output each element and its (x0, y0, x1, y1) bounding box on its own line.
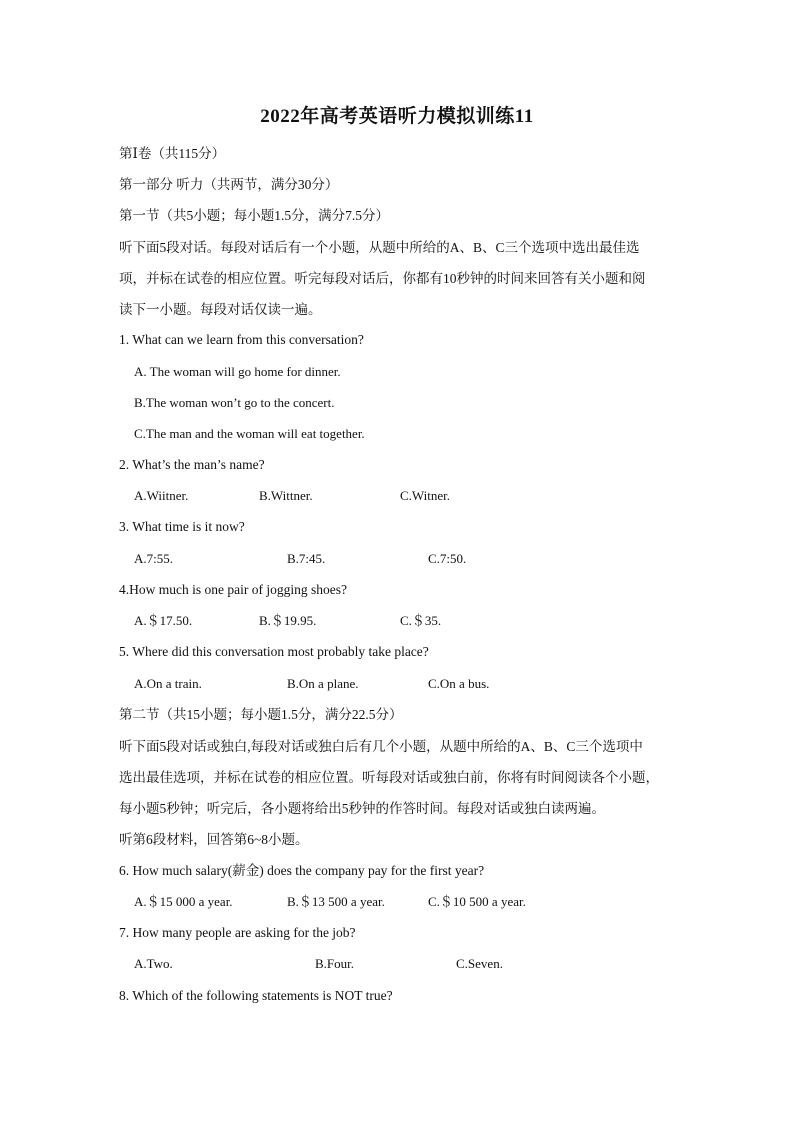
question-6-option-a: A.＄15 000 a year. (134, 894, 233, 909)
question-3-option-b: B.7:45. (287, 551, 326, 566)
question-2: 2. What’s the man’s name? (119, 457, 265, 472)
question-5-option-a: A.On a train. (134, 676, 202, 691)
question-7-option-b: B.Four. (315, 956, 355, 971)
section2-heading: 第二节（共15小题；每小题1.5分，满分22.5分） (119, 707, 403, 722)
part-heading: 第一部分 听力（共两节，满分30分） (119, 177, 339, 192)
question-5-option-b: B.On a plane. (287, 676, 359, 691)
instruction-line: 读下一小题。每段对话仅读一遍。 (119, 302, 322, 317)
question-3: 3. What time is it now? (119, 519, 245, 534)
question-1-option-a: A. The woman will go home for dinner. (134, 364, 341, 379)
question-6-option-c: C.＄10 500 a year. (428, 894, 526, 909)
question-2-option-a: A.Wiitner. (134, 488, 189, 503)
material-note: 听第6段材料，回答第6~8小题。 (119, 832, 309, 847)
page-title: 2022年高考英语听力模拟训练11 (260, 106, 534, 127)
question-1-option-b: B.The woman won’t go to the concert. (134, 395, 335, 410)
question-4-option-c: C.＄35. (400, 613, 442, 628)
question-1-option-c: C.The man and the woman will eat together. (134, 426, 365, 441)
question-6: 6. How much salary(薪金) does the company pay for the first year? (119, 863, 485, 878)
section1-instructions (119, 232, 679, 325)
question-3-option-c: C.7:50. (428, 551, 467, 566)
instruction-line: 听下面5段对话。每段对话后有一个小题，从题中所给的A、B、C三个选项中选出最佳选 (119, 240, 640, 255)
instruction-line: 听下面5段对话或独白,每段对话或独白后有几个小题，从题中所给的A、B、C三个选项中 (119, 739, 643, 754)
question-6-option-b: B.＄13 500 a year. (287, 894, 385, 909)
question-8: 8. Which of the following statements is NOT true? (119, 988, 393, 1003)
question-3-option-a: A.7:55. (134, 551, 173, 566)
question-7: 7. How many people are asking for the job? (119, 925, 356, 940)
question-7-option-c: C.Seven. (456, 956, 503, 971)
instruction-line: 选出最佳选项，并标在试卷的相应位置。听每段对话或独白前，你将有时间阅读各个小题， (119, 770, 659, 785)
question-4-option-a: A.＄17.50. (134, 613, 193, 628)
volume-heading: 第Ⅰ卷（共115分） (119, 146, 226, 161)
question-2-option-b: B.Wittner. (259, 488, 313, 503)
instruction-line: 每小题5秒钟；听完后，各小题将给出5秒钟的作答时间。每段对话或独白读两遍。 (119, 801, 605, 816)
question-4-option-b: B.＄19.95. (259, 613, 317, 628)
question-7-option-a: A.Two. (134, 956, 173, 971)
question-1: 1. What can we learn from this conversation? (119, 332, 364, 347)
section2-instructions (119, 731, 679, 824)
section1-heading: 第一节（共5小题；每小题1.5分，满分7.5分） (119, 208, 389, 223)
question-4: 4.How much is one pair of jogging shoes? (119, 582, 347, 597)
question-5-option-c: C.On a bus. (428, 676, 490, 691)
question-2-option-c: C.Witner. (400, 488, 451, 503)
instruction-line: 项，并标在试卷的相应位置。听完每段对话后，你都有10秒钟的时间来回答有关小题和阅 (119, 271, 646, 286)
question-5: 5. Where did this conversation most probably take place? (119, 644, 429, 659)
